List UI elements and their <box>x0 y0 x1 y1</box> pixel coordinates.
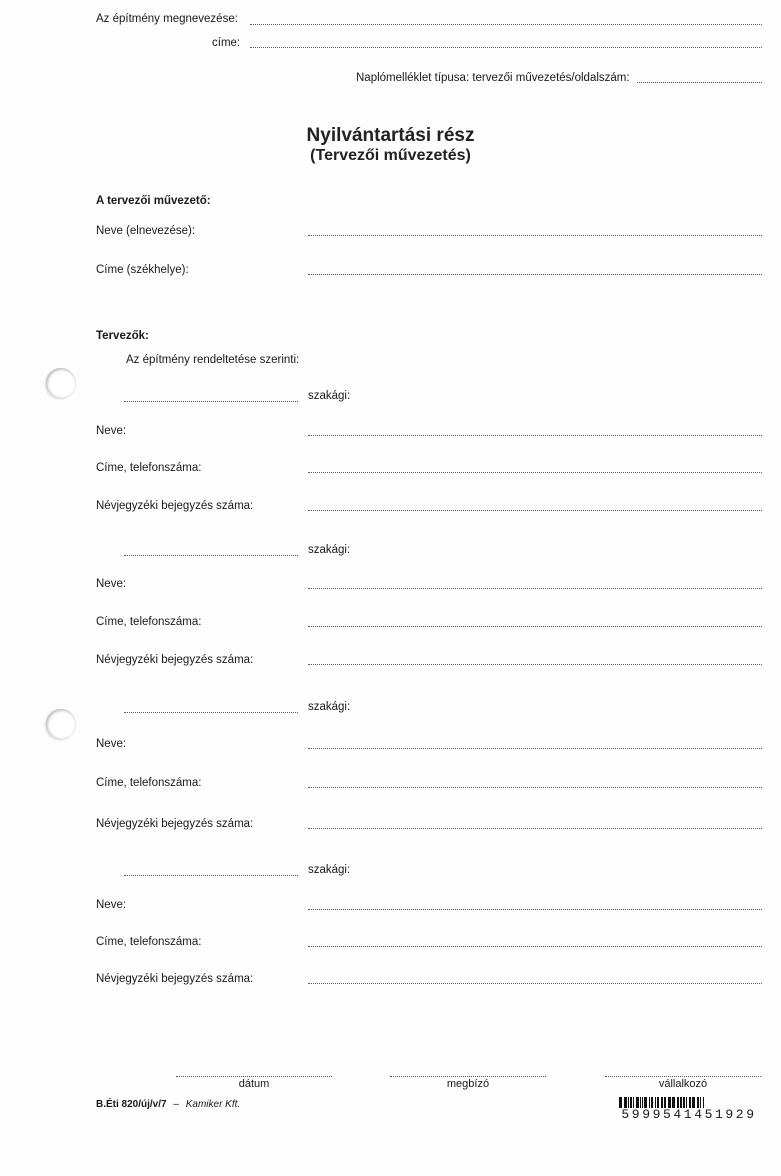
designer-registry-field[interactable] <box>308 983 762 984</box>
designer-contact-field[interactable] <box>308 787 762 788</box>
contractor-label: vállalkozó <box>658 1078 708 1090</box>
contractor-signature-field[interactable] <box>605 1076 761 1077</box>
attachment-page-field[interactable] <box>637 82 762 83</box>
designer-contact-label: Címe, telefonszáma: <box>96 616 202 628</box>
designer-registry-field[interactable] <box>308 828 762 829</box>
designer-name-label: Neve: <box>96 425 127 437</box>
designers-intro: Az építmény rendeltetése szerinti: <box>126 354 300 366</box>
address-label: címe: <box>212 37 241 49</box>
discipline-label: szakági: <box>308 544 351 556</box>
punch-hole-top <box>46 368 76 398</box>
designer-registry-label: Névjegyzéki bejegyzés száma: <box>96 818 254 830</box>
designer-name-label: Neve: <box>96 578 127 590</box>
designer-name-field[interactable] <box>308 909 762 910</box>
page-subtitle: (Tervezői művezetés) <box>310 147 471 164</box>
discipline-field[interactable] <box>124 712 298 713</box>
page-title: Nyilvántartási rész <box>306 125 475 146</box>
designer-registry-label: Névjegyzéki bejegyzés száma: <box>96 973 254 985</box>
designer-registry-label: Névjegyzéki bejegyzés száma: <box>96 654 254 666</box>
supervisor-address-label: Címe (székhelye): <box>96 264 189 276</box>
supervisor-name-label: Neve (elnevezése): <box>96 225 196 237</box>
designer-registry-field[interactable] <box>308 510 762 511</box>
designer-registry-field[interactable] <box>308 664 762 665</box>
supervisor-address-field[interactable] <box>308 274 762 275</box>
designer-contact-label: Címe, telefonszáma: <box>96 462 202 474</box>
client-signature-field[interactable] <box>390 1076 546 1077</box>
discipline-field[interactable] <box>124 555 298 556</box>
discipline-label: szakági: <box>308 390 351 402</box>
discipline-label: szakági: <box>308 701 351 713</box>
designer-registry-label: Névjegyzéki bejegyzés száma: <box>96 500 254 512</box>
punch-hole-bottom <box>46 709 76 739</box>
supervisor-heading: A tervezői művezető: <box>96 195 211 207</box>
form-info <box>96 1099 240 1110</box>
designers-heading: Tervezők: <box>96 330 149 342</box>
designer-name-label: Neve: <box>96 738 127 750</box>
attachment-type-label: Naplómelléklet típusa: tervezői művezetés/oldalszám: <box>356 72 630 84</box>
supervisor-name-field[interactable] <box>308 235 762 236</box>
barcode <box>617 1097 761 1125</box>
date-label: dátum <box>238 1078 270 1090</box>
date-signature-field[interactable] <box>176 1076 332 1077</box>
designer-contact-field[interactable] <box>308 626 762 627</box>
designer-name-field[interactable] <box>308 435 762 436</box>
discipline-field[interactable] <box>124 875 298 876</box>
publisher-name: Kamiker Kft. <box>185 1099 241 1110</box>
building-name-field[interactable] <box>250 24 762 25</box>
designer-name-label: Neve: <box>96 899 127 911</box>
barcode-number: 5999541451929 <box>617 1108 761 1121</box>
designer-contact-label: Címe, telefonszáma: <box>96 777 202 789</box>
form-code: B.Éti 820/új/v/7 <box>96 1099 167 1110</box>
discipline-field[interactable] <box>124 401 298 402</box>
designer-name-field[interactable] <box>308 748 762 749</box>
separator-dash: – <box>173 1099 179 1110</box>
designer-contact-label: Címe, telefonszáma: <box>96 936 202 948</box>
address-field[interactable] <box>250 47 762 48</box>
designer-contact-field[interactable] <box>308 946 762 947</box>
designer-name-field[interactable] <box>308 588 762 589</box>
designer-contact-field[interactable] <box>308 472 762 473</box>
discipline-label: szakági: <box>308 864 351 876</box>
client-label: megbízó <box>446 1078 490 1090</box>
building-name-label: Az építmény megnevezése: <box>96 13 238 25</box>
